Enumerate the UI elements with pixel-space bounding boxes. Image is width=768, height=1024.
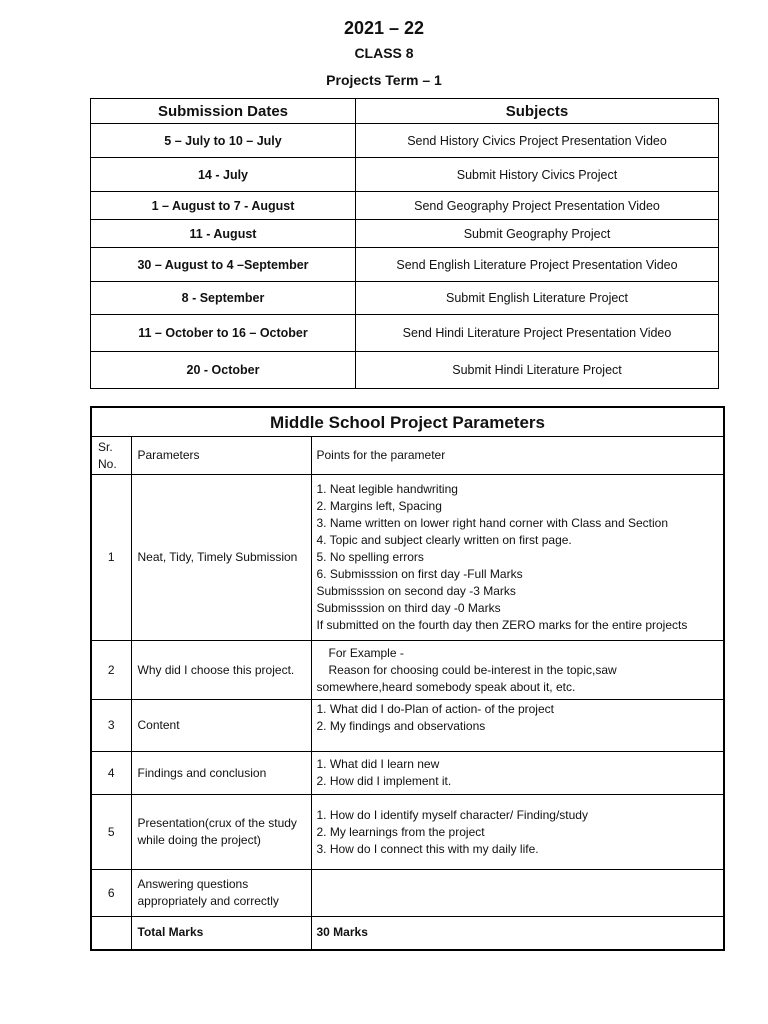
row-number: 3 [91, 700, 131, 752]
submission-date: 11 – October to 16 – October [91, 315, 356, 352]
point-line: somewhere,heard somebody speak about it, etc. [316, 679, 576, 694]
point-line: 1. Neat legible handwriting [316, 482, 458, 496]
sr-no-header: Sr. No. [91, 437, 131, 475]
schedule-row [91, 248, 719, 282]
submission-date: 1 – August to 7 - August [91, 192, 356, 220]
subject-task: Send English Literature Project Presentation Video [356, 248, 719, 282]
subject-task: Send Hindi Literature Project Presentation Video [356, 315, 719, 352]
point-line: If submitted on the fourth day then ZERO marks for the entire projects [316, 618, 688, 632]
row-number: 5 [91, 795, 131, 870]
parameter-row [91, 752, 724, 795]
year-heading: 2021 – 22 [343, 18, 425, 38]
point-line: 3. Name written on lower right hand corner with Class and Section [316, 516, 669, 530]
total-marks-value: 30 Marks [311, 917, 724, 950]
submission-date: 11 - August [91, 220, 356, 248]
subject-task: Submit English Literature Project [356, 282, 719, 315]
point-line: Reason for choosing could be-interest in the topic,saw [328, 662, 617, 677]
total-empty-cell [91, 917, 131, 950]
parameter-row [91, 700, 724, 752]
total-row [91, 917, 724, 950]
parameter-points [311, 641, 724, 700]
project-parameters-table [90, 406, 725, 951]
parameter-name: Why did I choose this project. [131, 641, 311, 700]
point-line: 5. No spelling errors [316, 550, 424, 564]
point-line: 6. Submisssion on first day -Full Marks [316, 567, 523, 581]
term-heading: Projects Term – 1 [326, 72, 442, 88]
row-number: 1 [91, 475, 131, 641]
subject-task: Submit Geography Project [356, 220, 719, 248]
submission-date: 30 – August to 4 –September [91, 248, 356, 282]
schedule-row [91, 315, 719, 352]
point-line: For Example - [328, 645, 404, 660]
parameter-points [311, 795, 724, 870]
schedule-row [91, 352, 719, 389]
point-line: 4. Topic and subject clearly written on first page. [316, 533, 572, 547]
subject-task: Submit Hindi Literature Project [356, 352, 719, 389]
point-line: 1. What did I do-Plan of action- of the project [316, 702, 554, 716]
point-line: 2. My findings and observations [316, 719, 486, 733]
schedule-row [91, 124, 719, 158]
parameter-row [91, 795, 724, 870]
parameter-points [311, 700, 724, 752]
point-line: 2. How did I implement it. [316, 774, 452, 788]
schedule-row [91, 192, 719, 220]
submission-date: 20 - October [91, 352, 356, 389]
row-number: 4 [91, 752, 131, 795]
total-marks-label: Total Marks [131, 917, 311, 950]
parameter-points [311, 475, 724, 641]
point-line: 1. What did I learn new [316, 757, 440, 771]
parameter-row [91, 641, 724, 700]
schedule-row [91, 220, 719, 248]
parameters-header-row [91, 437, 724, 475]
row-number: 6 [91, 870, 131, 917]
subject-task: Send History Civics Project Presentation Video [356, 124, 719, 158]
submission-dates-header: Submission Dates [91, 99, 356, 124]
parameter-points [311, 752, 724, 795]
parameter-row [91, 870, 724, 917]
schedule-header-row [91, 99, 719, 124]
parameter-name: Presentation(crux of the study while doing the project) [131, 795, 311, 870]
parameter-name: Content [131, 700, 311, 752]
point-line: 2. Margins left, Spacing [316, 499, 442, 513]
submission-schedule-table [90, 98, 719, 389]
parameter-points [311, 870, 724, 917]
parameters-title: Middle School Project Parameters [91, 407, 724, 437]
point-line: 2. My learnings from the project [316, 824, 485, 839]
parameter-name: Answering questions appropriately and correctly [131, 870, 311, 917]
points-header: Points for the parameter [311, 437, 724, 475]
submission-date: 5 – July to 10 – July [91, 124, 356, 158]
parameter-name: Neat, Tidy, Timely Submission [131, 475, 311, 641]
point-line: 1. How do I identify myself character/ Finding/study [316, 807, 588, 822]
parameter-name: Findings and conclusion [131, 752, 311, 795]
submission-date: 14 - July [91, 158, 356, 192]
parameters-header: Parameters [131, 437, 311, 475]
parameters-title-row [91, 407, 724, 437]
subjects-header: Subjects [356, 99, 719, 124]
class-heading: CLASS 8 [354, 45, 414, 61]
subject-task: Send Geography Project Presentation Video [356, 192, 719, 220]
submission-date: 8 - September [91, 282, 356, 315]
point-line: Submisssion on second day -3 Marks [316, 584, 516, 598]
schedule-row [91, 282, 719, 315]
row-number: 2 [91, 641, 131, 700]
subject-task: Submit History Civics Project [356, 158, 719, 192]
point-line: Submisssion on third day -0 Marks [316, 601, 501, 615]
schedule-row [91, 158, 719, 192]
parameter-row [91, 475, 724, 641]
point-line: 3. How do I connect this with my daily life. [316, 841, 539, 856]
